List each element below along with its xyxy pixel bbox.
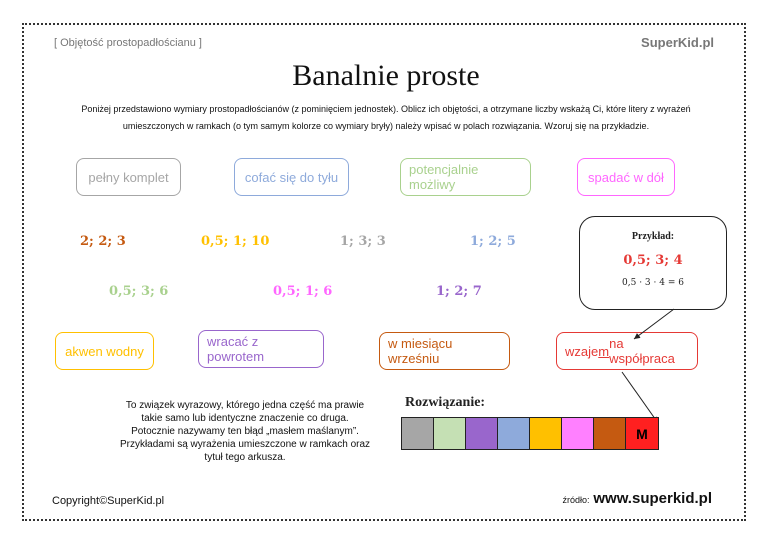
- page-title: Banalnie proste: [292, 59, 480, 92]
- instructions-line-2: umieszczonych w ramkach (o tym samym kolorze co wymiary bryły) należy wpisać w polach rozwiązania. Wzoruj się na przykładzie.: [122, 121, 650, 131]
- example-dimensions: 0,5; 3; 4: [623, 253, 683, 268]
- dimensions-gray: 1; 3; 3: [340, 234, 386, 249]
- phrase-red-underlined-letter: m: [598, 343, 610, 359]
- example-label: Przykład:: [631, 231, 675, 242]
- solution-cell-gray[interactable]: [402, 418, 434, 449]
- worksheet-frame: [22, 23, 746, 521]
- solution-title: Rozwiązanie:: [405, 395, 486, 410]
- solution-cell-red[interactable]: M: [626, 418, 658, 449]
- phrase-box-brown: w miesiącu wrześniu: [379, 332, 510, 370]
- dimensions-pink: 0,5; 1; 6: [273, 284, 333, 299]
- instructions-line-1: Poniżej przedstawiono wymiary prostopadłościanów (z pominięciem jednostek). Oblicz ich objętości, a otrzymane liczby wskażą Ci, które litery z wyrażeń: [81, 104, 691, 114]
- dimensions-green: 0,5; 3; 6: [109, 284, 169, 299]
- phrase-box-yellow: akwen wodny: [55, 332, 154, 370]
- phrase-box-purple: wracać z powrotem: [198, 330, 324, 368]
- example-calculation: 0,5 · 3 · 4 = 6: [622, 278, 684, 288]
- dimensions-blue: 1; 2; 5: [470, 234, 516, 249]
- solution-cell-green[interactable]: [434, 418, 466, 449]
- dimensions-purple: 1; 2; 7: [436, 284, 482, 299]
- dimensions-yellow: 0,5; 1; 10: [201, 234, 270, 249]
- arrow-example-to-phrase: [634, 309, 674, 339]
- source-label: źródło:: [562, 495, 590, 505]
- source-link[interactable]: www.superkid.pl: [593, 490, 712, 507]
- solution-cell-yellow[interactable]: [530, 418, 562, 449]
- arrow-letter-to-solution: [622, 372, 658, 423]
- solution-cell-purple[interactable]: [466, 418, 498, 449]
- dimensions-brown: 2; 2; 3: [80, 234, 126, 249]
- solution-cell-blue[interactable]: [498, 418, 530, 449]
- solution-grid: [401, 417, 659, 450]
- phrase-red-part-1: wzaje: [565, 343, 599, 359]
- topic-tag: [ Objętość prostopadłościanu ]: [54, 37, 202, 49]
- phrase-box-pink: spadać w dół: [577, 158, 675, 196]
- brand-logo: SuperKid.pl: [641, 35, 714, 50]
- copyright: Copyright©SuperKid.pl: [52, 495, 165, 507]
- solution-cell-pink[interactable]: [562, 418, 594, 449]
- source: [562, 490, 712, 507]
- phrase-box-gray: pełny komplet: [76, 158, 181, 196]
- definition-note: To związek wyrazowy, którego jedna część ma prawie takie samo lub identyczne znaczenie co druga. Potocznie nazywamy ten błąd „masłem maślanym”. Przykładami są wyrażenia umieszczone w ramkach oraz tytuł tego arkusza.: [119, 400, 371, 463]
- solution-cell-brown[interactable]: [594, 418, 626, 449]
- phrase-box-blue: cofać się do tyłu: [234, 158, 349, 196]
- phrase-red-part-2: na współpraca: [609, 336, 675, 366]
- phrase-box-green: potencjalnie możliwy: [400, 158, 531, 196]
